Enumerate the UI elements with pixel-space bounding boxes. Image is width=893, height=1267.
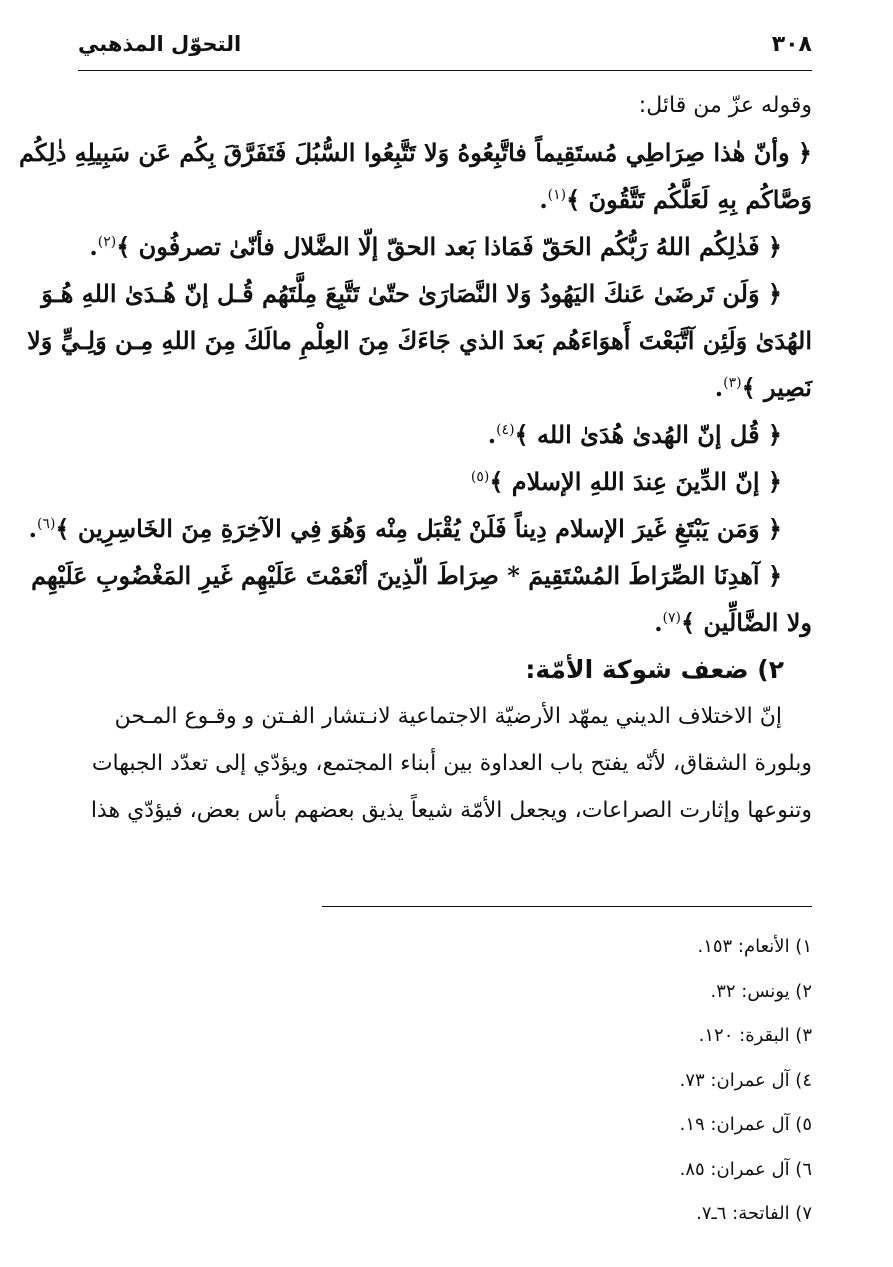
verse-3-text: نَصِير ﴾ (741, 373, 812, 402)
verse-7-line-1: ﴿ آهدِنَا الصِّرَاطَ المُسْتَقِيمَ * صِرَاطَ الّذِينَ أنْعَمْتَ عَلَيْهِم غَيرِ المَغْضُوبِ عَلَيْهِم (31, 561, 782, 590)
verse-3-line-2: الهُدَىٰ وَلَئِن آتَّبَعْتَ أَهوَاءَهُم بَعدَ الذي جَاءَكَ مِنَ العِلْمِ مالَكَ مِنَ اللهِ مِـن وَلِـيٍّ وَلا (27, 326, 812, 355)
page-number: ٣٠٨ (771, 32, 812, 57)
footnote-7: ٧) الفاتحة: ٦ـ٧. (696, 1203, 812, 1224)
verse-1-line-1: ﴿ وأنّ هٰذا صِرَاطِي مُستَقِيماً فاتَّبِعُوهُ وَلا تَتَّبِعُوا السُّبُلَ فَتَفَرَّقَ بِكُم عَن سَبِيلِهِ ذٰلِكُم (19, 138, 812, 167)
verse-2: ﴿ فَذٰلِكُم اللهُ رَبُّكُم الحَقّ فَمَاذا بَعد الحقّ إلّا الضَّلال فأنّىٰ تصرفُون ﴾$^{(٢)}$. (89, 232, 782, 261)
verse-1-line-2: وَصَّاكُم بِهِ لَعَلَّكُم تَتَّقُونَ ﴾$^{(١)}$. (539, 185, 812, 214)
footnote-6: ٦) آل عمران: ٨٥. (679, 1158, 812, 1180)
verse-4: ﴿ قُل إنّ الهُدىٰ هُدَىٰ الله ﴾$^{(٤)}$. (487, 420, 782, 449)
footnote-ref-7[interactable]: (٧) (662, 610, 682, 626)
verse-6-text: ﴿ وَمَن يَبْتَغِ غَيرَ الإسلام دِيناً فَلَنْ يُقْبَل مِنْه وَهُوَ فِي الآخِرَةِ مِنَ الخَاسِرِين ﴾ (55, 514, 782, 543)
verse-5 (78, 458, 812, 505)
paragraph-line-3: وتنوعها وإثارت الصراعات، ويجعل الأمّة شيعاً يذيق بعضهم بأس بعض، فيؤدّي هذا (90, 798, 812, 823)
intro-line: وقوله عزّ من قائل: (638, 93, 812, 118)
verse-7-text: ولا الضَّالِّين ﴾ (681, 608, 812, 637)
running-title: التحوّل المذهبي (78, 32, 242, 56)
footnote-ref-6[interactable]: (٦) (36, 516, 56, 532)
footnotes (78, 925, 812, 1237)
footnote-ref-5[interactable]: (٥) (470, 469, 490, 485)
footnote-ref-2[interactable]: (٢) (97, 234, 117, 250)
main-text (19, 82, 812, 834)
page-header (78, 28, 812, 68)
verse-3-line-3: نَصِير ﴾$^{(٣)}$. (714, 373, 812, 402)
verse-6: ﴿ وَمَن يَبْتَغِ غَيرَ الإسلام دِيناً فَلَنْ يُقْبَل مِنْه وَهُوَ فِي الآخِرَةِ مِنَ الخَاسِرِين ﴾$^{(٦)}$. (28, 514, 782, 543)
footnote-ref-1[interactable]: (١) (547, 187, 567, 203)
footnote-4: ٤) آل عمران: ٧٣. (679, 1069, 812, 1091)
verse-4-text: ﴿ قُل إنّ الهُدىٰ هُدَىٰ الله ﴾ (514, 420, 782, 449)
footnote-separator (322, 906, 812, 907)
footnote-ref-4[interactable]: (٤) (496, 422, 515, 438)
footnote-2: ٢) يونس: ٣٢. (710, 980, 812, 1002)
footnote-1: ١) الأنعام: ١٥٣. (697, 936, 812, 957)
paragraph-line-1: إنّ الاختلاف الديني يمهّد الأرضيّة الاجتماعية لانـتشار الفـتن و وقـوع المـحن (114, 704, 782, 729)
footnote-5: ٥) آل عمران: ١٩. (679, 1114, 812, 1135)
footnote-3: ٣) البقرة: ١٢٠. (698, 1025, 812, 1046)
paragraph-line-2: وبلورة الشقاق، لأنّه يفتح باب العداوة بين أبناء المجتمع، ويؤدّي إلى تعدّد الجبهات (91, 751, 812, 776)
header-rule (78, 70, 812, 71)
verse-1-text: وَصَّاكُم بِهِ لَعَلَّكُم تَتَّقُونَ ﴾ (566, 185, 812, 214)
verse-5-text: ﴿ إنّ الدِّينَ عِندَ اللهِ الإسلام ﴾ (489, 467, 782, 496)
footnote-ref-3[interactable]: (٣) (723, 375, 742, 391)
section-title: ٢) ضعف شوكة الأمّة: (525, 655, 784, 684)
verse-2-text: ﴿ فَذٰلِكُم اللهُ رَبُّكُم الحَقّ فَمَاذا بَعد الحقّ إلّا الضَّلال فأنّىٰ تصرفُون ﴾ (116, 232, 782, 261)
verse-7-line-2: ولا الضَّالِّين ﴾$^{(٧)}$. (654, 608, 812, 637)
verse-3-line-1: ﴿ وَلَن تَرضَىٰ عَنكَ اليَهُودُ وَلا النَّصَارَىٰ حتّىٰ تَتَّبِعَ مِلَّتَهُم قُـل إنّ هُـدَىٰ اللهِ هُـوَ (41, 279, 782, 308)
